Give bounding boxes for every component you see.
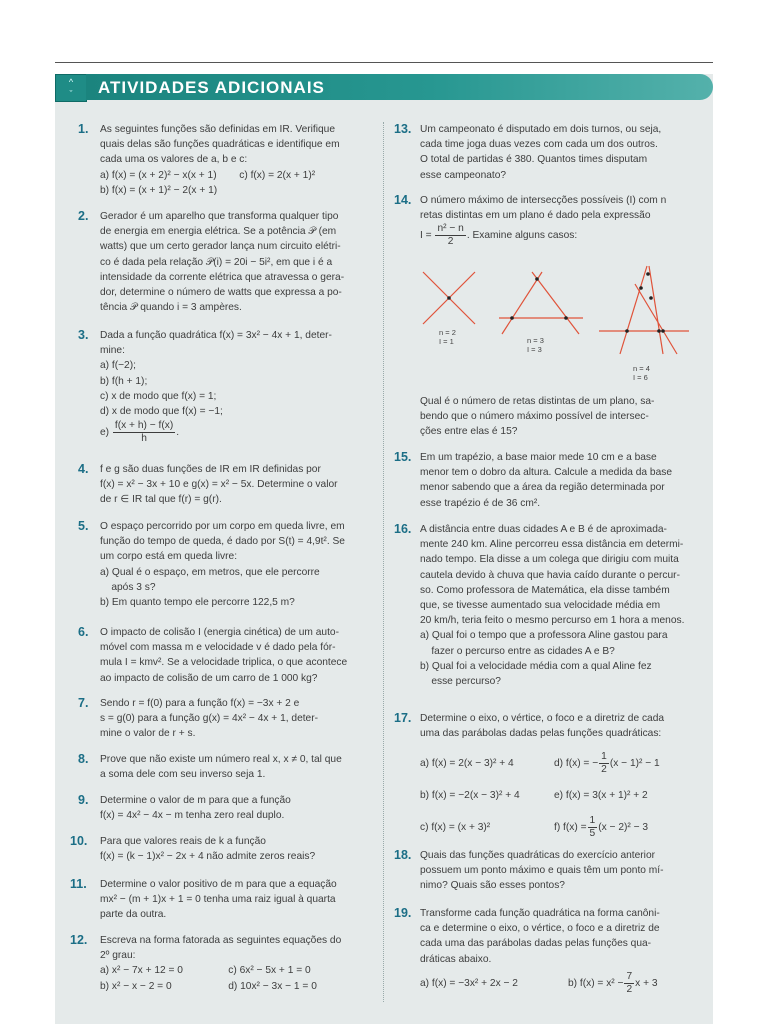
diagram-n4 — [599, 266, 689, 354]
text-line: so. Como professora de Matemática, ela disse também — [420, 584, 670, 596]
text-line: Quais das funções quadráticas do exercício anterior — [420, 850, 656, 861]
text-line: esse campeonato? — [420, 169, 507, 181]
case-n4-i: I = 6 — [633, 373, 648, 382]
question-number: 9. — [78, 793, 89, 807]
text-line: uma das parábolas dadas pelas funções quadráticas: — [420, 728, 662, 740]
question-number: 6. — [78, 625, 89, 639]
text-line: b) x² − x − 2 = 0 d) 10x² − 3x − 1 = 0 — [100, 980, 317, 992]
q19-items — [420, 971, 684, 996]
fraction — [599, 751, 609, 776]
fraction — [435, 223, 465, 248]
question-number: 8. — [78, 752, 89, 766]
question-text — [100, 122, 364, 198]
text-line: menor sabendo que a área da região determinada por — [420, 482, 665, 494]
text-line: esse trapézio é de 36 cm². — [420, 497, 541, 509]
q17-item-d — [554, 749, 684, 777]
question-number: 11. — [70, 877, 87, 891]
text-line: de energia em energia elétrica. Se a potência 𝒫 (em — [100, 226, 337, 238]
question-text — [100, 209, 364, 315]
numerator: 1 — [589, 814, 596, 826]
q17-item-a — [420, 749, 554, 777]
q17-e: e) f(x) = 3(x + 1)² + 2 — [554, 789, 648, 801]
text-line: ca e determine o eixo, o vértice, o foco e a diretriz de — [420, 923, 660, 935]
text-line: de r ∈ IR tal que f(r) = g(r). — [100, 494, 222, 506]
text-line: Determine o valor positivo de m para que a equação — [100, 879, 337, 890]
q17-item-f — [554, 813, 684, 841]
text-line: Em um trapézio, a base maior mede 10 cm e a base — [420, 452, 657, 463]
question-number: 19. — [394, 906, 412, 920]
question-number: 12. — [70, 933, 88, 947]
text-line: Determine o valor de m para que a função — [100, 795, 291, 806]
q17-item-c — [420, 813, 554, 841]
q17-item-e — [554, 781, 684, 809]
text-line: d) x de modo que f(x) = −1; — [100, 406, 223, 418]
numerator: n² − n — [437, 223, 464, 235]
text-line: possuem um ponto máximo e quais têm um ponto mí- — [420, 865, 664, 877]
column-divider — [383, 122, 384, 1002]
text-line: watts) que um certo gerador lança num circuito elétri- — [100, 241, 341, 253]
question-text — [100, 519, 364, 610]
q19-b-prefix: b) f(x) = x² − — [568, 977, 624, 989]
denominator: h — [141, 433, 147, 445]
text-line: tência 𝒫 quando i = 3 ampères. — [100, 302, 242, 314]
question-text — [100, 328, 364, 445]
text-line: após 3 s? — [100, 581, 156, 593]
formula-line — [420, 223, 684, 248]
q17-f-prefix: f) f(x) = — [554, 821, 587, 833]
lines-figure — [415, 262, 695, 387]
text-line: cautela devido à chuva que havia caído durante o percur- — [420, 569, 680, 581]
question-text — [420, 906, 684, 996]
text-line: mine: — [100, 345, 125, 357]
text-line: O total de partidas é 380. Quantos times disputam — [420, 154, 648, 166]
numerator: f(x + h) − f(x) — [114, 420, 174, 432]
text-line: intensidade da corrente elétrica que atravessa o gera- — [100, 271, 345, 283]
text-line: b) f(x) = (x + 1)² − 2(x + 1) — [100, 184, 218, 196]
text-line: Gerador é um aparelho que transforma qualquer tipo — [100, 211, 339, 222]
text-line: f(x) = (k − 1)x² − 2x + 4 não admite zeros reais? — [100, 851, 316, 863]
text-line: f(x) = x² − 3x + 10 e g(x) = x² − 5x. Determine o valor — [100, 479, 338, 491]
question-number: 16. — [394, 522, 412, 536]
text-line: mine o valor de r + s. — [100, 728, 196, 740]
text-line: a) Qual foi o tempo que a professora Aline gastou para — [420, 630, 668, 642]
text-line: A distância entre duas cidades A e B é de aproximada- — [420, 524, 667, 535]
text-line: O impacto de colisão I (energia cinética) de um auto- — [100, 627, 339, 638]
question-14-followup — [420, 394, 684, 440]
numerator: 1 — [601, 750, 607, 762]
text-line: Para que valores reais de k a função — [100, 836, 266, 847]
text-line: função do tempo de queda, é dado por S(t) = 4,9t². Se — [100, 536, 345, 548]
text-line: 20 km/h, teria feito o mesmo percurso em 1 hora a menos. — [420, 615, 685, 627]
text-line: Transforme cada função quadrática na forma canôni- — [420, 908, 660, 919]
fraction — [624, 971, 634, 996]
collapse-toggle[interactable] — [55, 74, 87, 102]
case-n4-label — [633, 364, 650, 382]
question-number: 3. — [78, 328, 89, 342]
q17-d-suffix: (x − 1)² − 1 — [609, 757, 660, 769]
denominator: 2 — [601, 763, 607, 775]
text-line: Um campeonato é disputado em dois turnos, ou seja, — [420, 124, 662, 135]
item-e — [100, 420, 364, 445]
question-number: 4. — [78, 462, 89, 476]
diagram-n2 — [423, 272, 475, 324]
numerator: 7 — [626, 970, 633, 982]
text-line: a soma dele com seu inverso seja 1. — [100, 769, 266, 781]
text-line: Dada a função quadrática f(x) = 3x² − 4x + 1, deter- — [100, 330, 332, 341]
text-line: O número máximo de intersecções possíveis (I) com n — [420, 195, 667, 206]
text-line: esse percurso? — [420, 676, 501, 688]
question-text — [100, 877, 364, 923]
text-line: Determine o eixo, o vértice, o foco e a diretriz de cada — [420, 713, 665, 724]
text-line: As seguintes funções são definidas em IR. Verifique — [100, 124, 336, 135]
text-line: O espaço percorrido por um corpo em queda livre, em — [100, 521, 345, 532]
question-text — [100, 933, 364, 994]
text-line: mula I = kmv². Se a velocidade triplica, o que acontece — [100, 657, 348, 669]
text-line: móvel com massa m e velocidade v é dado pela fór- — [100, 642, 336, 654]
question-number: 15. — [394, 450, 412, 464]
question-text — [100, 462, 364, 508]
text-line: a) Qual é o espaço, em metros, que ele percorre — [100, 566, 320, 578]
text-line: s = g(0) para a função g(x) = 4x² − 4x + 1, deter- — [100, 713, 319, 725]
case-n2-n: n = 2 — [439, 328, 456, 337]
intersection-diagrams — [415, 262, 695, 387]
formula-suffix: . Examine alguns casos: — [466, 230, 578, 242]
text-line: ções entre elas é 15? — [420, 426, 518, 438]
question-text — [100, 752, 364, 782]
text-line: retas distintas em um plano é dado pela expressão — [420, 210, 651, 222]
q17-c: c) f(x) = (x + 3)² — [420, 821, 491, 833]
text-line: f(x) = 4x² − 4x − m tenha zero real duplo. — [100, 810, 285, 822]
text-line: ao impacto de colisão de um carro de 1 000 kg? — [100, 672, 318, 684]
case-n3-n: n = 3 — [527, 336, 544, 345]
question-number: 13. — [394, 122, 412, 136]
text-line: a) f(x) = (x + 2)² − x(x + 1) c) f(x) = 2(x + 1)² — [100, 169, 316, 181]
text-line: c) x de modo que f(x) = 1; — [100, 390, 217, 402]
q17-item-b — [420, 781, 554, 809]
text-line: Prove que não existe um número real x, x ≠ 0, tal que — [100, 754, 342, 765]
text-line: cada time joga duas vezes com cada um dos outros. — [420, 139, 658, 151]
question-number: 5. — [78, 519, 89, 533]
q19-b-suffix: x + 3 — [635, 977, 658, 989]
case-n2-label — [439, 328, 456, 346]
question-number: 2. — [78, 209, 89, 223]
text-line: cada uma das parábolas dadas pelas funções qua- — [420, 938, 652, 950]
question-number: 17. — [394, 711, 412, 725]
text-line: b) Qual foi a velocidade média com a qual Aline fez — [420, 660, 652, 672]
question-number: 10. — [70, 834, 88, 848]
q19-a: a) f(x) = −3x² + 2x − 2 — [420, 977, 518, 989]
text-line: dor, determine o número de watts que expressa a po- — [100, 287, 342, 299]
text-line: Sendo r = f(0) para a função f(x) = −3x + 2 e — [100, 698, 300, 709]
question-text — [420, 848, 684, 894]
text-line: menor tem o dobro da altura. Calcule a medida da base — [420, 467, 673, 479]
case-n3-i: I = 3 — [527, 345, 542, 354]
top-rule — [55, 62, 713, 63]
text-line: b) Em quanto tempo ele percorre 122,5 m? — [100, 597, 295, 609]
text-line: b) f(h + 1); — [100, 375, 148, 387]
text-line: fazer o percurso entre as cidades A e B? — [420, 645, 615, 657]
text-line: parte da outra. — [100, 909, 167, 921]
denominator: 5 — [589, 827, 596, 839]
question-number: 18. — [394, 848, 412, 862]
formula-prefix: I = — [420, 230, 432, 242]
fraction — [113, 420, 175, 445]
chevron-down-icon: ˇ — [69, 89, 73, 99]
question-text — [420, 711, 684, 841]
text-line: f e g são duas funções de IR em IR definidas por — [100, 464, 321, 475]
text-line: que, se tivesse aumentado sua velocidade média em — [420, 600, 661, 612]
item-e-suffix: . — [176, 427, 180, 439]
text-line: mente 240 km. Aline percorreu essa distância em determi- — [420, 539, 684, 551]
question-number: 7. — [78, 696, 89, 710]
item-e-label: e) — [100, 427, 110, 439]
text-line: 2º grau: — [100, 950, 136, 962]
text-line: dráticas abaixo. — [420, 953, 492, 965]
page-title: ATIVIDADES ADICIONAIS — [98, 78, 325, 97]
fraction — [588, 815, 598, 840]
question-text — [420, 122, 684, 183]
case-n2-i: I = 1 — [439, 337, 454, 346]
question-text — [100, 834, 364, 864]
denominator: 2 — [447, 236, 454, 248]
q17-a: a) f(x) = 2(x − 3)² + 4 — [420, 757, 514, 769]
question-text — [420, 450, 684, 511]
text-line: bendo que o número máximo possível de intersec- — [420, 411, 649, 423]
question-number: 14. — [394, 193, 412, 207]
text-line: quais delas são funções quadráticas e identifique em — [100, 139, 340, 151]
text-line: nado tempo. Ela disse a um colega que dirigiu com muita — [420, 554, 679, 566]
text-line: um corpo está em queda livre: — [100, 551, 238, 563]
case-n3-label — [527, 336, 544, 354]
text-line: a) f(−2); — [100, 360, 136, 372]
text-line: Qual é o número de retas distintas de um plano, sa- — [420, 396, 655, 407]
question-text — [100, 793, 364, 823]
question-text — [100, 625, 364, 686]
text-line: cada uma os valores de a, b e c: — [100, 154, 248, 166]
text-line: co é dada pela relação 𝒫(i) = 20i − 5i², em que i é a — [100, 256, 333, 268]
question-text — [420, 193, 684, 248]
question-number: 1. — [78, 122, 89, 136]
text-line: mx² − (m + 1)x + 1 = 0 tenha uma raiz igual à quarta — [100, 894, 336, 906]
question-text — [100, 696, 364, 742]
q17-b: b) f(x) = −2(x − 3)² + 4 — [420, 789, 520, 801]
denominator: 2 — [626, 983, 633, 995]
diagram-n3 — [499, 272, 583, 334]
q17-items — [420, 749, 684, 841]
case-n4-n: n = 4 — [633, 364, 650, 373]
text-line: nimo? Quais são esses pontos? — [420, 880, 565, 892]
text-line: Escreva na forma fatorada as seguintes equações do — [100, 935, 342, 946]
text-line: a) x² − 7x + 12 = 0 c) 6x² − 5x + 1 = 0 — [100, 965, 311, 977]
q17-f-suffix: (x − 2)² − 3 — [598, 821, 649, 833]
question-text — [420, 522, 684, 689]
chevron-up-icon: ^ — [68, 77, 74, 87]
q17-d-prefix: d) f(x) = − — [554, 757, 599, 769]
